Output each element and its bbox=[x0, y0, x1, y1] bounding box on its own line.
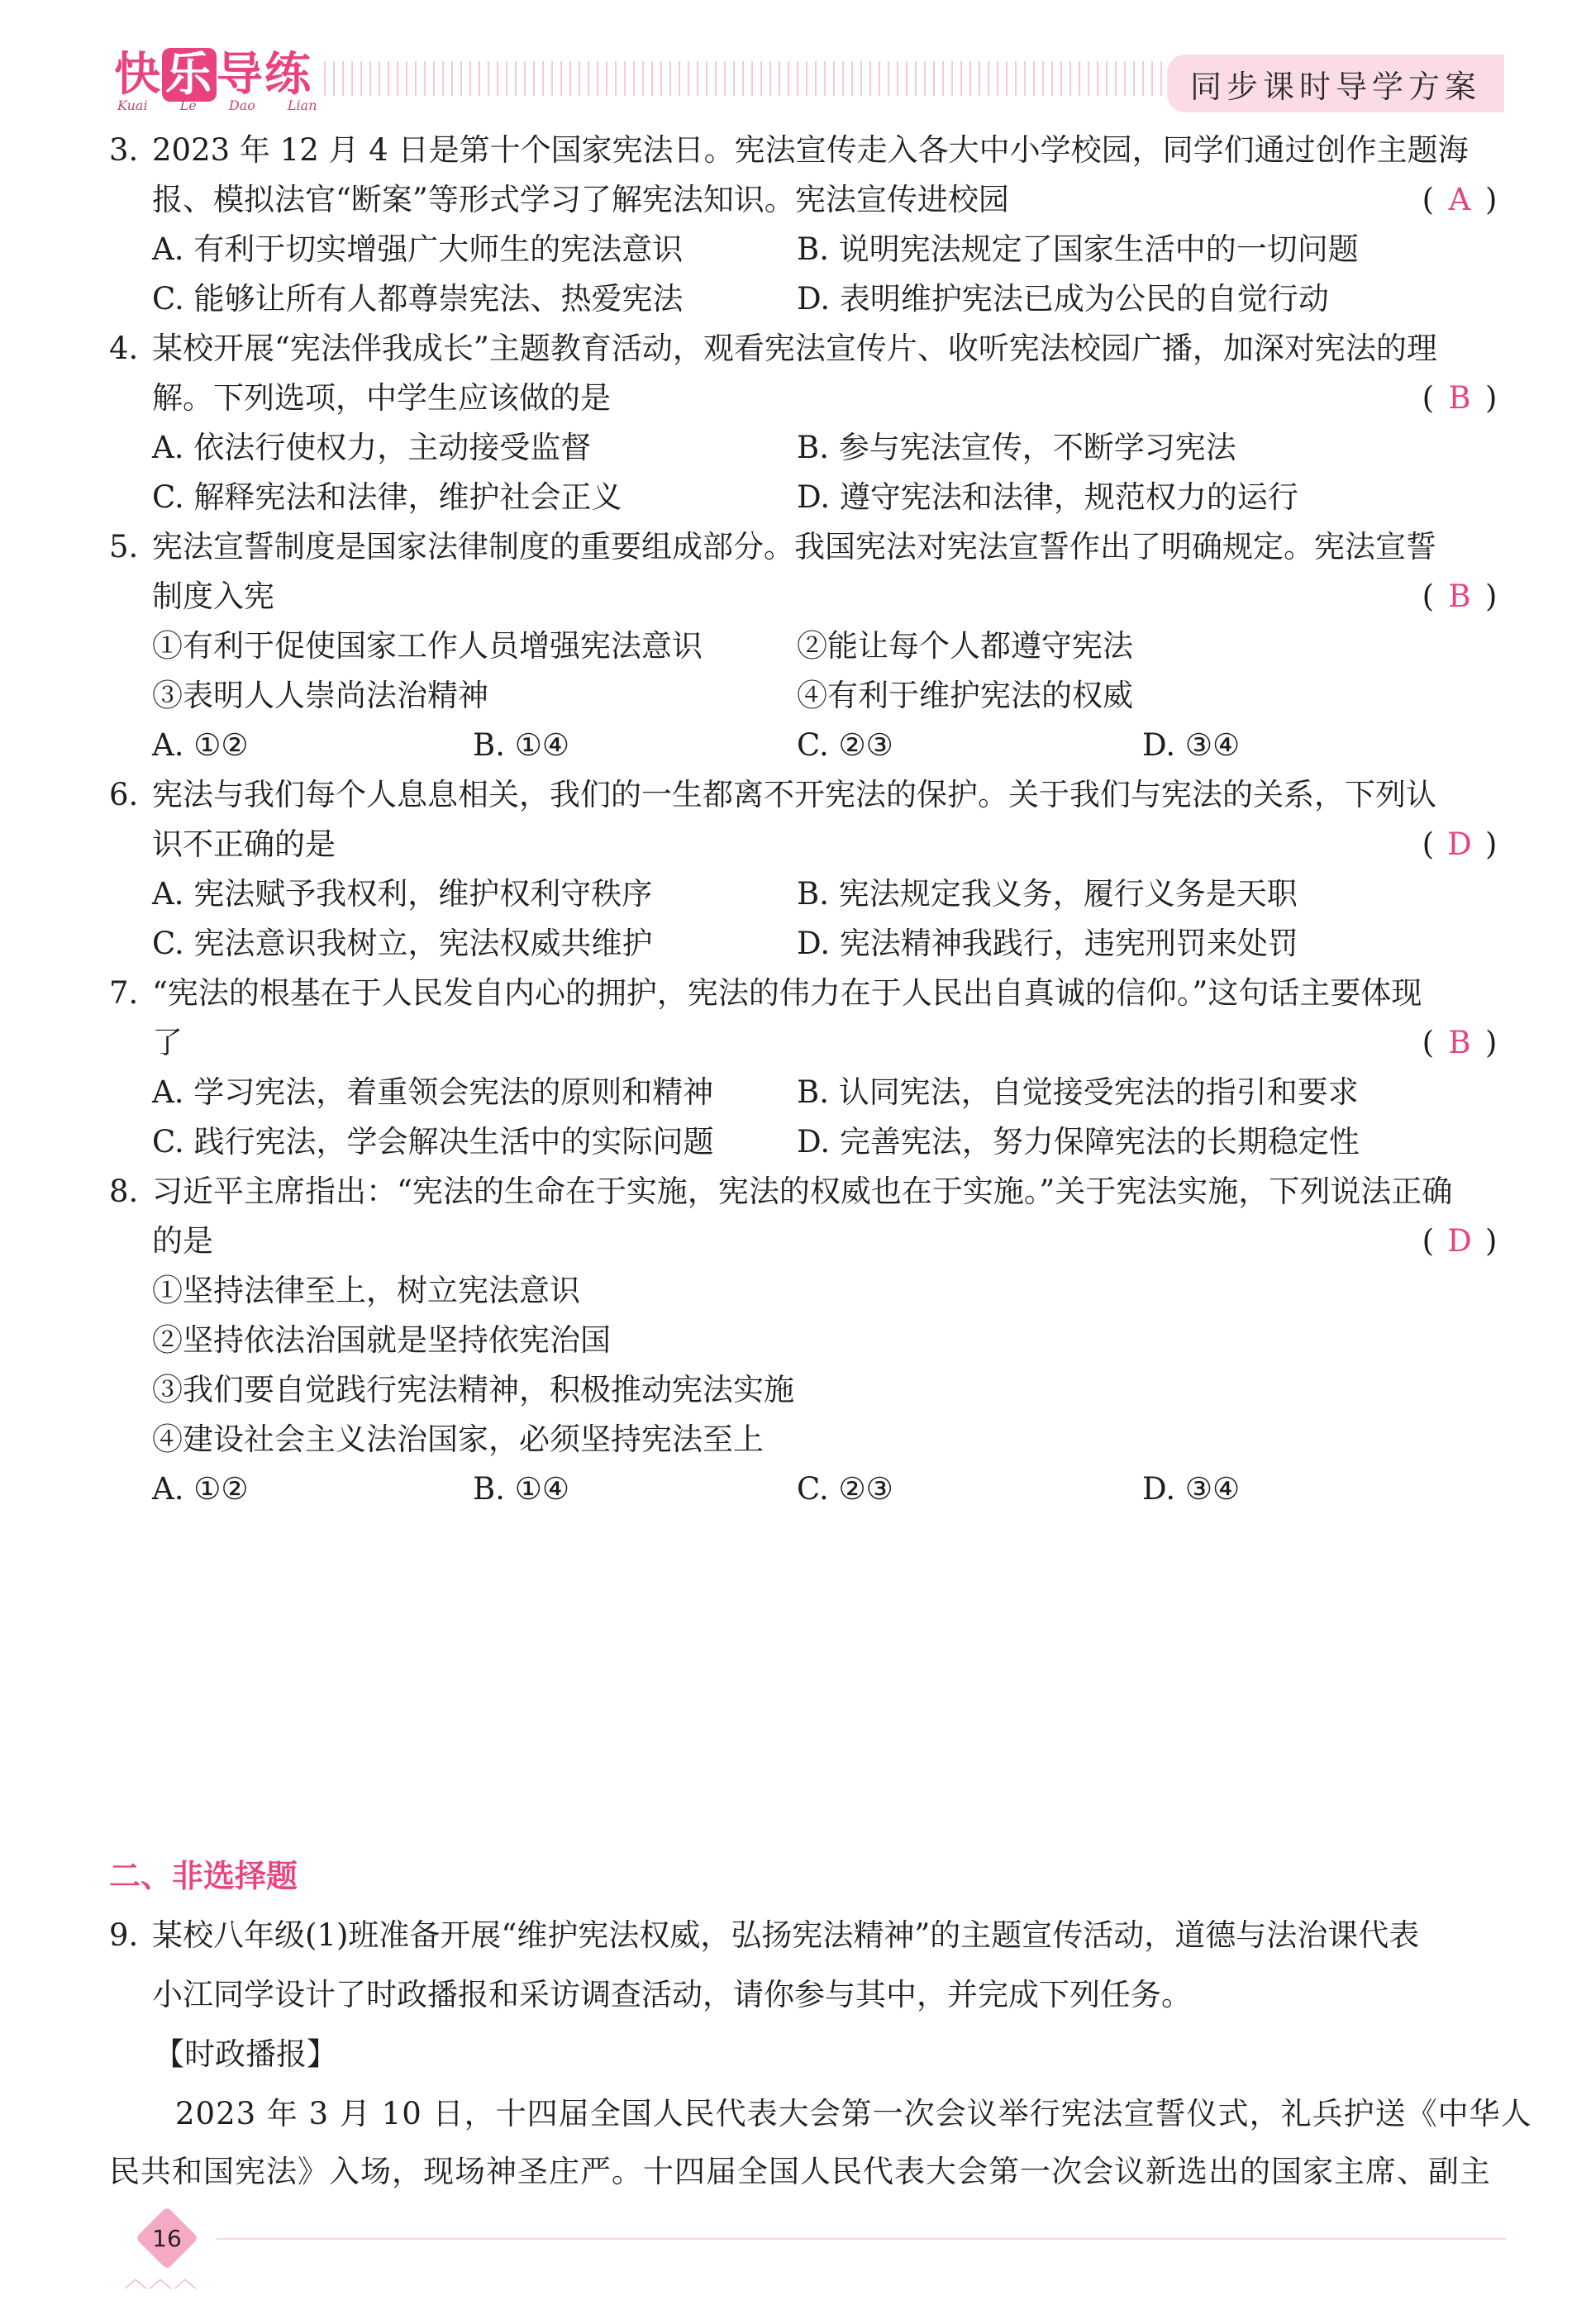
question-7-option-c: C. 践行宪法，学会解决生活中的实际问题 bbox=[152, 1124, 714, 1160]
question-4-stem-line-1 bbox=[109, 324, 1437, 374]
section-title-non-choice: 二、非选择题 bbox=[109, 1858, 298, 1894]
question-6-option-d: D. 宪法精神我践行，违宪刑罚来处罚 bbox=[797, 926, 1298, 961]
question-8-stem-line-1 bbox=[109, 1167, 1452, 1217]
brand-char-1: 快 bbox=[114, 48, 162, 102]
question-number: 6. bbox=[109, 777, 139, 812]
question-7-stem-line-2: 了 bbox=[152, 1025, 183, 1060]
question-5-answer: ( B ) bbox=[1405, 572, 1514, 621]
question-4-option-b: B. 参与宪法宣传，不断学习宪法 bbox=[797, 430, 1236, 465]
question-3-answer: ( A ) bbox=[1405, 175, 1514, 225]
question-5-statement-2: ②能让每个人都遵守宪法 bbox=[797, 628, 1133, 664]
question-8-option-d: D. ③④ bbox=[1142, 1471, 1241, 1507]
answer-value: D bbox=[1447, 1223, 1472, 1259]
question-8-option-b: B. ①④ bbox=[473, 1471, 570, 1507]
question-5-stem-line-2: 制度入宪 bbox=[152, 579, 274, 614]
stem-text: 某校八年级(1)班准备开展“维护宪法权威，弘扬宪法精神”的主题宣传活动，道德与法治课代表 bbox=[152, 1917, 1420, 1953]
question-7-answer: ( B ) bbox=[1405, 1018, 1514, 1068]
question-3-option-d: D. 表明维护宪法已成为公民的自觉行动 bbox=[797, 281, 1329, 317]
question-3-stem-line-2: 报、模拟法官“断案”等形式学习了解宪法知识。宪法宣传进校园 bbox=[152, 182, 1009, 217]
question-6-answer: ( D ) bbox=[1405, 820, 1514, 869]
page-number-badge bbox=[137, 2208, 197, 2268]
news-paragraph-line-1: 2023 年 3 月 10 日，十四届全国人民代表大会第一次会议举行宪法宣誓仪式，礼兵护送《中华人 bbox=[175, 2096, 1532, 2131]
question-9-stem-line-1 bbox=[109, 1911, 1419, 1960]
question-8-stem-line-2: 的是 bbox=[152, 1223, 213, 1259]
footer-rule bbox=[217, 2238, 1506, 2240]
question-number: 4. bbox=[109, 331, 139, 366]
stem-text: 宪法宣誓制度是国家法律制度的重要组成部分。我国宪法对宪法宣誓作出了明确规定。宪法宣誓 bbox=[152, 529, 1436, 564]
series-title: 同步课时导学方案 bbox=[1167, 55, 1504, 112]
answer-value: D bbox=[1447, 826, 1472, 862]
question-number: 5. bbox=[109, 529, 139, 564]
question-number: 9. bbox=[109, 1917, 139, 1953]
stem-text: “宪法的根基在于人民发自内心的拥护，宪法的伟力在于人民出自真诚的信仰。”这句话主要体现 bbox=[152, 975, 1422, 1011]
question-6-option-b: B. 宪法规定我义务，履行义务是天职 bbox=[797, 876, 1298, 912]
question-list bbox=[109, 122, 1514, 1841]
question-8-option-a: A. ①② bbox=[152, 1471, 249, 1507]
question-7-option-d: D. 完善宪法，努力保障宪法的长期稳定性 bbox=[797, 1124, 1360, 1160]
chevron-decoration-icon: ︿︿︿ bbox=[124, 2265, 199, 2293]
brand-logo bbox=[114, 35, 329, 114]
question-5-statement-4: ④有利于维护宪法的权威 bbox=[797, 678, 1133, 713]
question-8-statement-1: ①坚持法律至上，树立宪法意识 bbox=[152, 1273, 580, 1308]
question-3-option-a: A. 有利于切实增强广大师生的宪法意识 bbox=[152, 231, 684, 267]
question-8-answer: ( D ) bbox=[1405, 1217, 1514, 1266]
question-6-stem-line-2: 识不正确的是 bbox=[152, 826, 336, 862]
subhead-news-broadcast: 【时政播报】 bbox=[154, 2036, 337, 2072]
question-6-stem-line-1 bbox=[109, 770, 1436, 820]
question-6-option-a: A. 宪法赋予我权利，维护权利守秩序 bbox=[152, 876, 653, 912]
question-6-option-c: C. 宪法意识我树立，宪法权威共维护 bbox=[152, 926, 653, 961]
question-4-option-a: A. 依法行使权力，主动接受监督 bbox=[152, 430, 592, 465]
answer-value: B bbox=[1448, 1025, 1471, 1060]
question-5-option-d: D. ③④ bbox=[1142, 727, 1241, 763]
answer-value: A bbox=[1448, 182, 1471, 217]
question-3-option-b: B. 说明宪法规定了国家生活中的一切问题 bbox=[797, 231, 1359, 267]
question-7-option-a: A. 学习宪法，着重领会宪法的原则和精神 bbox=[152, 1074, 714, 1110]
question-8-statement-4: ④建设社会主义法治国家，必须坚持宪法至上 bbox=[152, 1422, 764, 1457]
brand-char-3: 导 bbox=[217, 48, 264, 102]
question-7-option-b: B. 认同宪法，自觉接受宪法的指引和要求 bbox=[797, 1074, 1359, 1110]
question-8-option-c: C. ②③ bbox=[797, 1471, 893, 1507]
question-3-option-c: C. 能够让所有人都尊崇宪法、热爱宪法 bbox=[152, 281, 684, 317]
stem-text: 宪法与我们每个人息息相关，我们的一生都离不开宪法的保护。关于我们与宪法的关系，下列认 bbox=[152, 777, 1436, 812]
question-5-option-b: B. ①④ bbox=[473, 727, 570, 763]
brand-char-4: 练 bbox=[264, 48, 312, 102]
brand-char-2: 乐 bbox=[162, 48, 217, 102]
question-8-statement-2: ②坚持依法治国就是坚持依宪治国 bbox=[152, 1322, 611, 1358]
header-stripe-decoration bbox=[324, 61, 1167, 96]
question-8-statement-3: ③我们要自觉践行宪法精神，积极推动宪法实施 bbox=[152, 1372, 794, 1407]
answer-value: B bbox=[1448, 579, 1471, 614]
question-number: 8. bbox=[109, 1174, 139, 1209]
question-number: 7. bbox=[109, 975, 139, 1011]
brand-title bbox=[114, 38, 312, 104]
question-9-stem-line-2: 小江同学设计了时政播报和采访调查活动，请你参与其中，并完成下列任务。 bbox=[152, 1977, 1192, 2012]
question-5-option-c: C. ②③ bbox=[797, 727, 893, 763]
question-5-statement-1: ①有利于促使国家工作人员增强宪法意识 bbox=[152, 628, 703, 664]
question-5-statement-3: ③表明人人崇尚法治精神 bbox=[152, 678, 488, 713]
question-3-stem-line-1 bbox=[109, 126, 1469, 175]
question-5-stem-line-1 bbox=[109, 522, 1436, 572]
question-4-stem-line-2: 解。下列选项，中学生应该做的是 bbox=[152, 380, 611, 416]
question-4-answer: ( B ) bbox=[1405, 374, 1514, 423]
question-7-stem-line-1 bbox=[109, 969, 1422, 1018]
question-4-option-d: D. 遵守宪法和法律，规范权力的运行 bbox=[797, 479, 1298, 515]
stem-text: 习近平主席指出：“宪法的生命在于实施，宪法的权威也在于实施。”关于宪法实施，下列说法正确 bbox=[152, 1174, 1453, 1209]
news-paragraph-line-2: 民共和国宪法》入场，现场神圣庄严。十四届全国人民代表大会第一次会议新选出的国家主席、副主 bbox=[109, 2154, 1491, 2189]
question-number: 3. bbox=[109, 132, 139, 168]
stem-text: 某校开展“宪法伴我成长”主题教育活动，观看宪法宣传片、收听宪法校园广播，加深对宪法的理 bbox=[152, 331, 1437, 366]
page-number: 16 bbox=[152, 2224, 182, 2252]
question-4-option-c: C. 解释宪法和法律，维护社会正义 bbox=[152, 479, 622, 515]
question-5-option-a: A. ①② bbox=[152, 727, 249, 763]
answer-value: B bbox=[1448, 380, 1471, 416]
brand-pinyin: Kuai Le Dao Lian bbox=[117, 98, 317, 113]
stem-text: 2023 年 12 月 4 日是第十个国家宪法日。宪法宣传走入各大中小学校园，同学们通过创作主题海 bbox=[152, 132, 1469, 168]
